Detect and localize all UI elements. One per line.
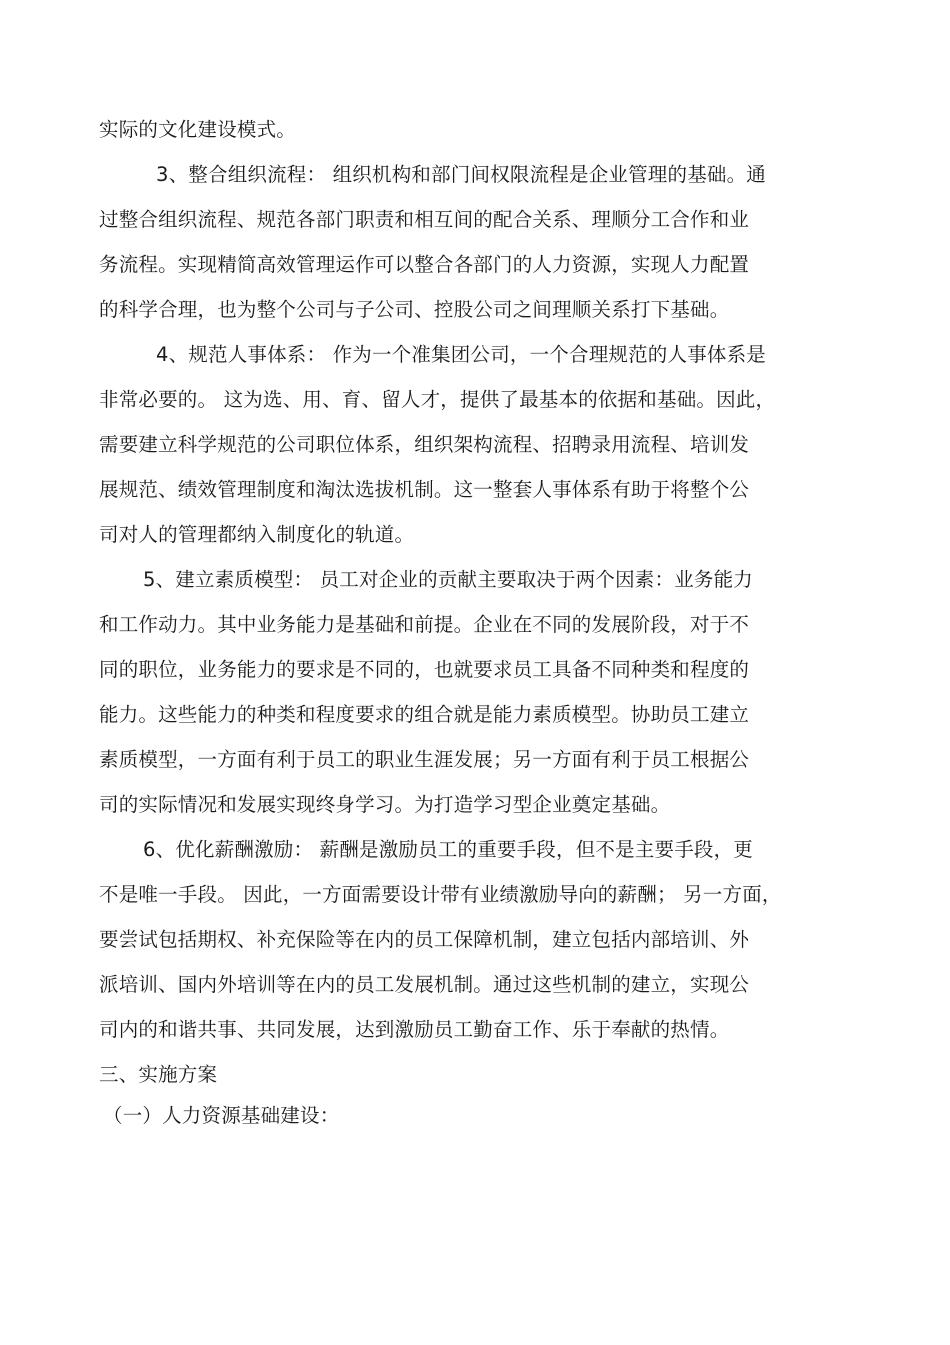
text-line-6: 4、规范人事体系： 作为一个准集团公司，一个合理规范的人事体系是 bbox=[156, 343, 767, 366]
text-line-20: 派培训、国内外培训等在内的员工发展机制。通过这些机制的建立，实现公 bbox=[99, 973, 750, 996]
text-line-2: 3、整合组织流程： 组织机构和部门间权限流程是企业管理的基础。通 bbox=[156, 163, 767, 186]
text-line-13: 同的职位，业务能力的要求是不同的，也就要求员工具备不同种类和程度的 bbox=[99, 658, 750, 681]
text-line-5: 的科学合理，也为整个公司与子公司、控股公司之间理顺关系打下基础。 bbox=[99, 298, 730, 321]
text-line-10: 司对人的管理都纳入制度化的轨道。 bbox=[99, 523, 415, 546]
text-line-8: 需要建立科学规范的公司职位体系，组织架构流程、招聘录用流程、培训发 bbox=[99, 433, 750, 456]
text-line-1: 实际的文化建设模式。 bbox=[99, 118, 297, 141]
text-line-17: 6、优化薪酬激励： 薪酬是激励员工的重要手段，但不是主要手段，更 bbox=[143, 838, 754, 861]
subsection-heading: （一）人力资源基础建设： bbox=[103, 1104, 340, 1127]
text-line-7: 非常必要的。 这为选、用、育、留人才，提供了最基本的依据和基础。因此， bbox=[99, 388, 776, 411]
text-line-12: 和工作动力。其中业务能力是基础和前提。企业在不同的发展阶段，对于不 bbox=[99, 613, 750, 636]
text-line-21: 司内的和谐共事、共同发展，达到激励员工勤奋工作、乐于奉献的热情。 bbox=[99, 1018, 730, 1041]
text-line-15: 素质模型，一方面有利于员工的职业生涯发展；另一方面有利于员工根据公 bbox=[99, 748, 750, 771]
text-line-19: 要尝试包括期权、补充保险等在内的员工保障机制，建立包括内部培训、外 bbox=[99, 928, 750, 951]
text-line-11: 5、建立素质模型： 员工对企业的贡献主要取决于两个因素：业务能力 bbox=[143, 568, 754, 591]
text-line-9: 展规范、绩效管理制度和淘汰选拔机制。这一整套人事体系有助于将整个公 bbox=[99, 478, 750, 501]
text-line-18: 不是唯一手段。 因此，一方面需要设计带有业绩激励导向的薪酬； 另一方面， bbox=[99, 883, 782, 906]
text-line-14: 能力。这些能力的种类和程度要求的组合就是能力素质模型。协助员工建立 bbox=[99, 703, 750, 726]
text-line-4: 务流程。实现精简高效管理运作可以整合各部门的人力资源，实现人力配置 bbox=[99, 253, 750, 276]
text-line-16: 司的实际情况和发展实现终身学习。为打造学习型企业奠定基础。 bbox=[99, 793, 671, 816]
text-line-3: 过整合组织流程、规范各部门职责和相互间的配合关系、理顺分工合作和业 bbox=[99, 208, 750, 231]
section-heading: 三、实施方案 bbox=[99, 1063, 218, 1086]
